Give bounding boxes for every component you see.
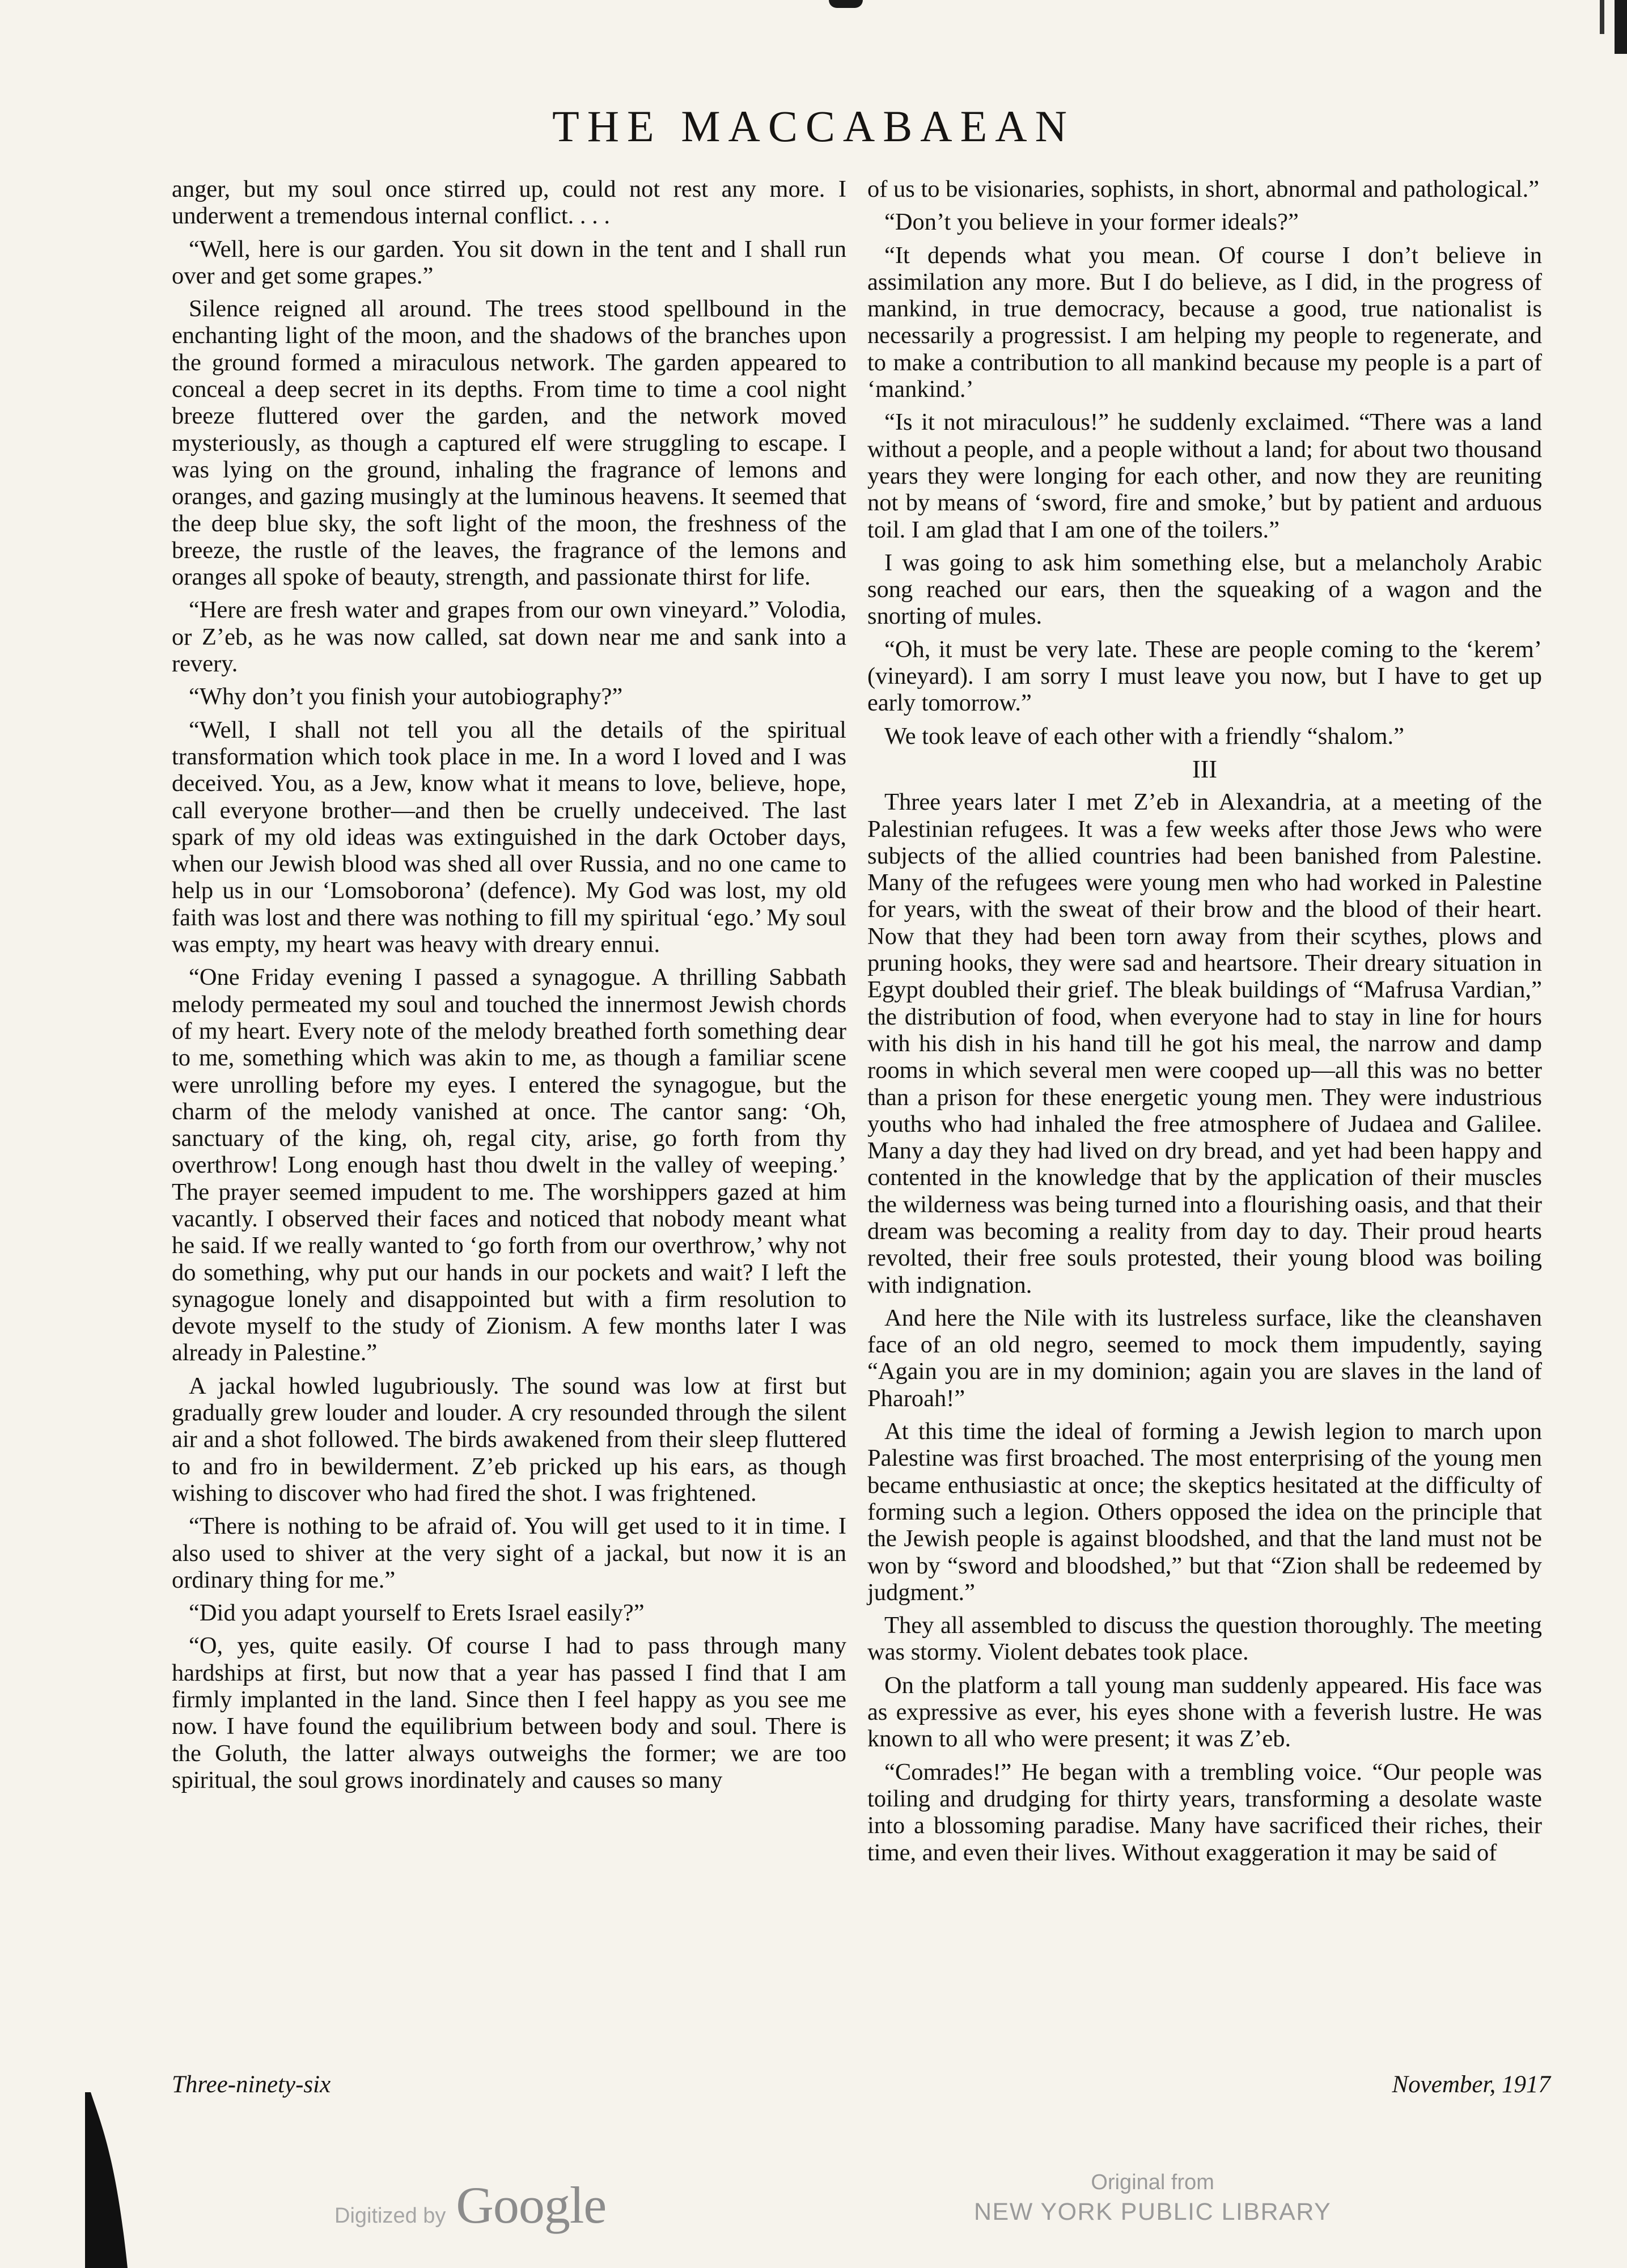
- paragraph: On the platform a tall young man suddenly appeared. His face was as expressive as ever, his eyes shone with a feverish lustre. He was known to all who were present; it was Z’eb.: [867, 1672, 1542, 1753]
- section-heading: III: [1192, 755, 1217, 783]
- paragraph: A jackal howled lugubriously. The sound was low at first but gradually grew louder and louder. A cry resounded through the silent air and a shot followed. The birds awakened from their sleep fluttered to and fro in bewilderment. Z’eb pricked up his ears, as though wishing to discover who had fired the shot. I was frightened.: [172, 1372, 846, 1507]
- paragraph: “Why don’t you finish your autobiography?”: [189, 683, 623, 710]
- paragraph: “Oh, it must be very late. These are people coming to the ‘kerem’ (vineyard). I am sorry I must leave you now, but I have to get up early tomorrow.”: [867, 636, 1542, 717]
- paragraph: We took leave of each other with a friendly “shalom.”: [884, 722, 1405, 750]
- digitized-watermark: [334, 2175, 606, 2235]
- scanner-thumb-shadow: [85, 2092, 130, 2268]
- paragraph: “One Friday evening I passed a synagogue. A thrilling Sabbath melody permeated my soul and touched the innermost Jewish chords of my heart. Every note of the melody breathed forth something dear to me, something which was akin to me, as though a familiar scene were unrolling before my eyes. I entered the synagogue, but the charm of the melody vanished at once. The cantor sang: ‘Oh, sanctuary of the king, oh, regal city, arise, go forth from thy overthrow! Long enough hast thou dwelt in the valley of weeping.’ The prayer seemed impudent to me. The worshippers gazed at him vacantly. I observed their faces and noticed that nobody meant what he said. If we really wanted to ‘go forth from our overthrow,’ why not do something, why put our hands in our pockets and wait? I left the synagogue lonely and disappointed but with a firm resolution to devote myself to the study of Zionism. A few months later I was already in Palestine.”: [172, 964, 846, 1366]
- left-column: [172, 176, 846, 1800]
- digitized-by-text: Digitized by: [334, 2204, 446, 2228]
- paragraph: “Well, here is our garden. You sit down in the tent and I shall run over and get some grapes.”: [172, 235, 846, 289]
- paragraph: Three years later I met Z’eb in Alexandria, at a meeting of the Palestinian refugees. It was a few weeks after those Jews who were subjects of the allied countries had been banished from Palestine. Many of the refugees were young men who had worked in Palestine for years, with the sweat of their brow and the blood of their heart. Now that they had been torn away from their scythes, plows and pruning hooks, they were sad and heartsore. Their dreary situation in Egypt doubled their grief. The bleak buildings of “Mafrusa Vardian,” the distribution of food, when everyone had to stay in line for hours with his dish in his hand till he got his meal, the narrow and damp rooms in which several men were cooped up—all this was no better than a prison for these energetic young men. They were industrious youths who had inhaled the free atmosphere of Judaea and Galilee. Many a day they had lived on dry bread, and yet had been happy and contented in the knowledge that by the application of their muscles the wilderness was being turned into a flourishing oasis, and that their dream was becoming a reality from day to day. Their proud hearts revolted, their free souls protested, their young blood was boiling with indignation.: [867, 789, 1542, 1298]
- masthead: THE MACCABAEAN: [552, 101, 1075, 151]
- library-name: NEW YORK PUBLIC LIBRARY: [974, 2198, 1332, 2225]
- paragraph: They all assembled to discuss the question thoroughly. The meeting was stormy. Violent debates took place.: [867, 1612, 1542, 1666]
- original-from-text: Original from: [1091, 2170, 1214, 2194]
- paragraph: At this time the ideal of forming a Jewish legion to march upon Palestine was first broached. The most enterprising of the young men became enthusiastic at once; the skeptics hesitated at the difficulty of forming such a legion. Others opposed the idea on the principle that the Jewish people is against bloodshed, and that the land must not be won by “sword and bloodshed,” but that “Zion shall be redeemed by judgment.”: [867, 1418, 1542, 1606]
- scan-edge-mark-thin: [1600, 0, 1604, 34]
- scan-edge-mark: [1615, 0, 1627, 54]
- paragraph: “Here are fresh water and grapes from our own vineyard.” Volodia, or Z’eb, as he was now called, sat down near me and sank into a revery.: [172, 596, 846, 678]
- google-logo: Google: [456, 2176, 607, 2234]
- paragraph: anger, but my soul once stirred up, could not rest any more. I underwent a tremendous internal conflict. . . .: [172, 176, 846, 230]
- paragraph: “O, yes, quite easily. Of course I had to pass through many hardships at first, but now that a year has passed I find that I am firmly implanted in the land. Since then I feel happy as you see me now. I have found the equilibrium between body and soul. There is the Goluth, the latter always outweighs the former; we are too spiritual, the soul grows inordinately and causes so many: [172, 1632, 846, 1793]
- paragraph: I was going to ask him something else, but a melancholy Arabic song reached our ears, then the squeaking of a wagon and the snorting of mules.: [867, 549, 1542, 630]
- paragraph: Silence reigned all around. The trees stood spellbound in the enchanting light of the moon, and the shadows of the branches upon the ground formed a miraculous network. The garden appeared to conceal a deep secret in its depths. From time to time a cool night breeze fluttered over the garden, and the network moved mysteriously, as though a captured elf were struggling to escape. I was lying on the ground, inhaling the fragrance of lemons and oranges, and gazing musingly at the luminous heavens. It seemed that the deep blue sky, the soft light of the moon, the freshness of the breeze, the rustle of the leaves, the fragrance of the lemons and oranges all spoke of beauty, strength, and passionate thirst for life.: [172, 295, 846, 591]
- paragraph: “It depends what you mean. Of course I don’t believe in assimilation any more. But I do believe, as I did, in the progress of mankind, in true democracy, because a good, true nationalist is necessarily a progressist. I am helping my people to regenerate, and to make a contribution to all mankind because my people is a part of ‘mankind.’: [867, 242, 1542, 403]
- page-number-label: Three-ninety-six: [172, 2071, 331, 2098]
- paragraph: “Is it not miraculous!” he suddenly exclaimed. “There was a land without a people, and a people without a land; for about two thousand years they were longing for each other, and now they are reuniting not by means of ‘sword, fire and smoke,’ but by patient and arduous toil. I am glad that I am one of the toilers.”: [867, 409, 1542, 543]
- paragraph: “Did you adapt yourself to Erets Israel easily?”: [189, 1600, 645, 1627]
- right-column: [867, 176, 1542, 1872]
- issue-date: November, 1917: [1392, 2071, 1550, 2098]
- paragraph: “Comrades!” He began with a trembling voice. “Our people was toiling and drudging for thirty years, transforming a desolate waste into a blossoming paradise. Many have sacrificed their riches, their time, and even their lives. Without exaggeration it may be said of: [867, 1758, 1542, 1866]
- paragraph: “There is nothing to be afraid of. You will get used to it in time. I also used to shiver at the very sight of a jackal, but now it is an ordinary thing for me.”: [172, 1513, 846, 1593]
- paragraph: “Well, I shall not tell you all the details of the spiritual transformation which took place in me. In a word I loved and I was deceived. You, as a Jew, know what it means to love, believe, hope, call everyone brother—and then be cruelly undeceived. The last spark of my old ideas was extinguished in the dark October days, when our Jewish blood was shed all over Russia, and no one came to help us in our ‘Lomsoborona’ (defence). My God was lost, my old faith was lost and there was nothing to fill my spiritual ‘ego.’ My soul was empty, my heart was heavy with dreary ennui.: [172, 716, 846, 958]
- paragraph: of us to be visionaries, sophists, in short, abnormal and pathological.”: [867, 176, 1540, 202]
- paragraph: “Don’t you believe in your former ideals?”: [884, 209, 1299, 236]
- paragraph: And here the Nile with its lustreless surface, like the cleanshaven face of an old negro, seemed to mock them impudently, saying “Again you are in my dominion; again you are slaves in the land of Pharoah!”: [867, 1304, 1542, 1412]
- scan-binding-mark: [829, 0, 863, 8]
- source-watermark: [974, 2170, 1331, 2226]
